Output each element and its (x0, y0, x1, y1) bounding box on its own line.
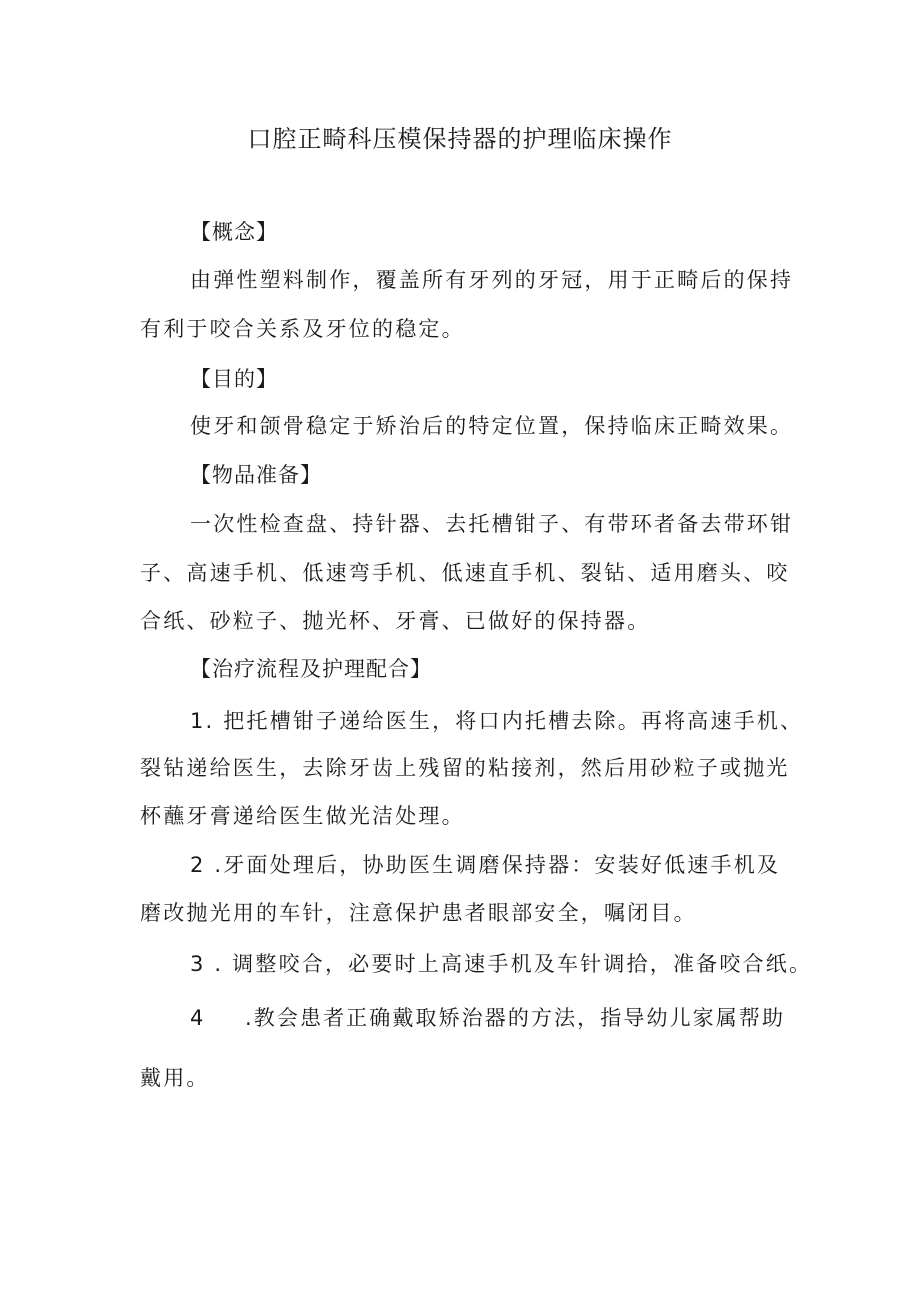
section-heading-procedure: 【治疗流程及护理配合】 (190, 657, 432, 681)
section-heading-concept: 【概念】 (190, 220, 278, 244)
procedure-step-4-number: 4 (190, 1006, 206, 1030)
paragraph-line: 有利于咬合关系及牙位的稳定。 (140, 317, 465, 341)
document-title: 口腔正畸科压模保持器的护理临床操作 (247, 125, 673, 153)
paragraph-line: 子、高速手机、低速弯手机、低速直手机、裂钻、适用磨头、咬 (140, 561, 790, 585)
procedure-step-3-line: 3 . 调整咬合，必要时上高速手机及车针调拾，准备咬合纸。 (190, 952, 813, 976)
section-heading-materials: 【物品准备】 (190, 463, 322, 487)
procedure-step-4-line: .教会患者正确戴取矫治器的方法，指导幼儿家属帮助 (245, 1006, 786, 1030)
procedure-step-4-line: 戴用。 (140, 1066, 210, 1090)
paragraph-line: 由弹性塑料制作，覆盖所有牙列的牙冠，用于正畸后的保持 (190, 268, 794, 292)
procedure-step-2-line: 2 .牙面处理后，协助医生调磨保持器：安装好低速手机及 (190, 853, 781, 877)
procedure-step-1-line: 杯蘸牙膏递给医生做光洁处理。 (140, 804, 465, 828)
section-heading-purpose: 【目的】 (190, 367, 278, 391)
paragraph-line: 一次性检查盘、持针器、去托槽钳子、有带环者备去带环钳 (190, 512, 794, 536)
paragraph-line: 合纸、砂粒子、抛光杯、牙膏、已做好的保持器。 (140, 609, 651, 633)
paragraph-line: 使牙和颌骨稳定于矫治后的特定位置，保持临床正畸效果。 (190, 414, 794, 438)
procedure-step-1-line: 裂钻递给医生，去除牙齿上残留的粘接剂，然后用砂粒子或抛光 (140, 756, 790, 780)
procedure-step-1-line: 1. 把托槽钳子递给医生，将口内托槽去除。再将高速手机、 (190, 709, 804, 733)
procedure-step-2-line: 磨改抛光用的车针，注意保护患者眼部安全，嘱闭目。 (140, 901, 697, 925)
